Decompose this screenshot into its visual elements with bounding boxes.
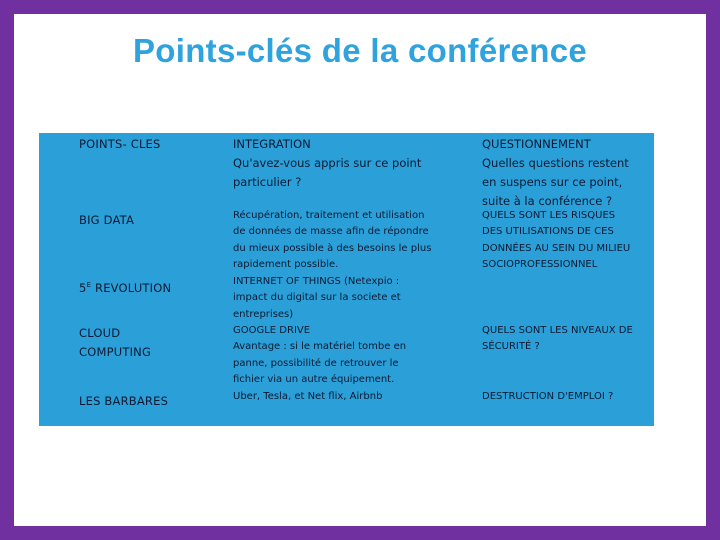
row-integration-big-data: Récupération, traitement et utilisation de données de masse afin de répondre du mieux possible à des besoins le plus rapidement possible. bbox=[233, 210, 432, 270]
row-integration-cloud-computing: GOOGLE DRIVE Avantage : si le matériel tombe en panne, possibilité de retrouver le fichier via un autre équipement. bbox=[233, 325, 407, 385]
header-questionnement: QUESTIONNEMENT Quelles questions restent en suspens sur ce point, suite à la conférence ? bbox=[482, 137, 629, 208]
header-integration: INTEGRATION Qu'avez-vous appris sur ce point particulier ? bbox=[233, 137, 422, 189]
row-point-big-data: BIG DATA bbox=[79, 213, 135, 227]
slide-title: Points-clés de la conférence bbox=[132, 32, 588, 69]
key-points-table bbox=[39, 131, 654, 426]
point-superscript: E bbox=[86, 281, 92, 289]
row-question-cloud-computing: QUELS SONT LES NIVEAUX DE SÉCURITÉ ? bbox=[482, 325, 633, 353]
row-integration-5e-revolution: INTERNET OF THINGS (Netexpio : impact du digital sur la societe et entreprises) bbox=[233, 276, 401, 320]
row-point-cloud-computing: CLOUD COMPUTING bbox=[79, 326, 152, 359]
row-point-5e-revolution bbox=[79, 276, 171, 298]
row-point-les-barbares: LES BARBARES bbox=[79, 394, 169, 408]
point-number: 5 bbox=[79, 280, 87, 295]
row-question-les-barbares: DESTRUCTION D'EMPLOI ? bbox=[482, 391, 614, 402]
point-rest: REVOLUTION bbox=[91, 280, 172, 295]
header-points-cles: POINTS- CLES bbox=[79, 137, 161, 151]
row-integration-les-barbares: Uber, Tesla, et Net flix, Airbnb bbox=[233, 391, 383, 402]
slide bbox=[14, 14, 706, 526]
row-question-big-data: QUELS SONT LES RISQUES DES UTILISATIONS DE CES DONNÉES AU SEIN DU MILIEU SOCIOPROFESSIONNEL bbox=[482, 210, 631, 270]
